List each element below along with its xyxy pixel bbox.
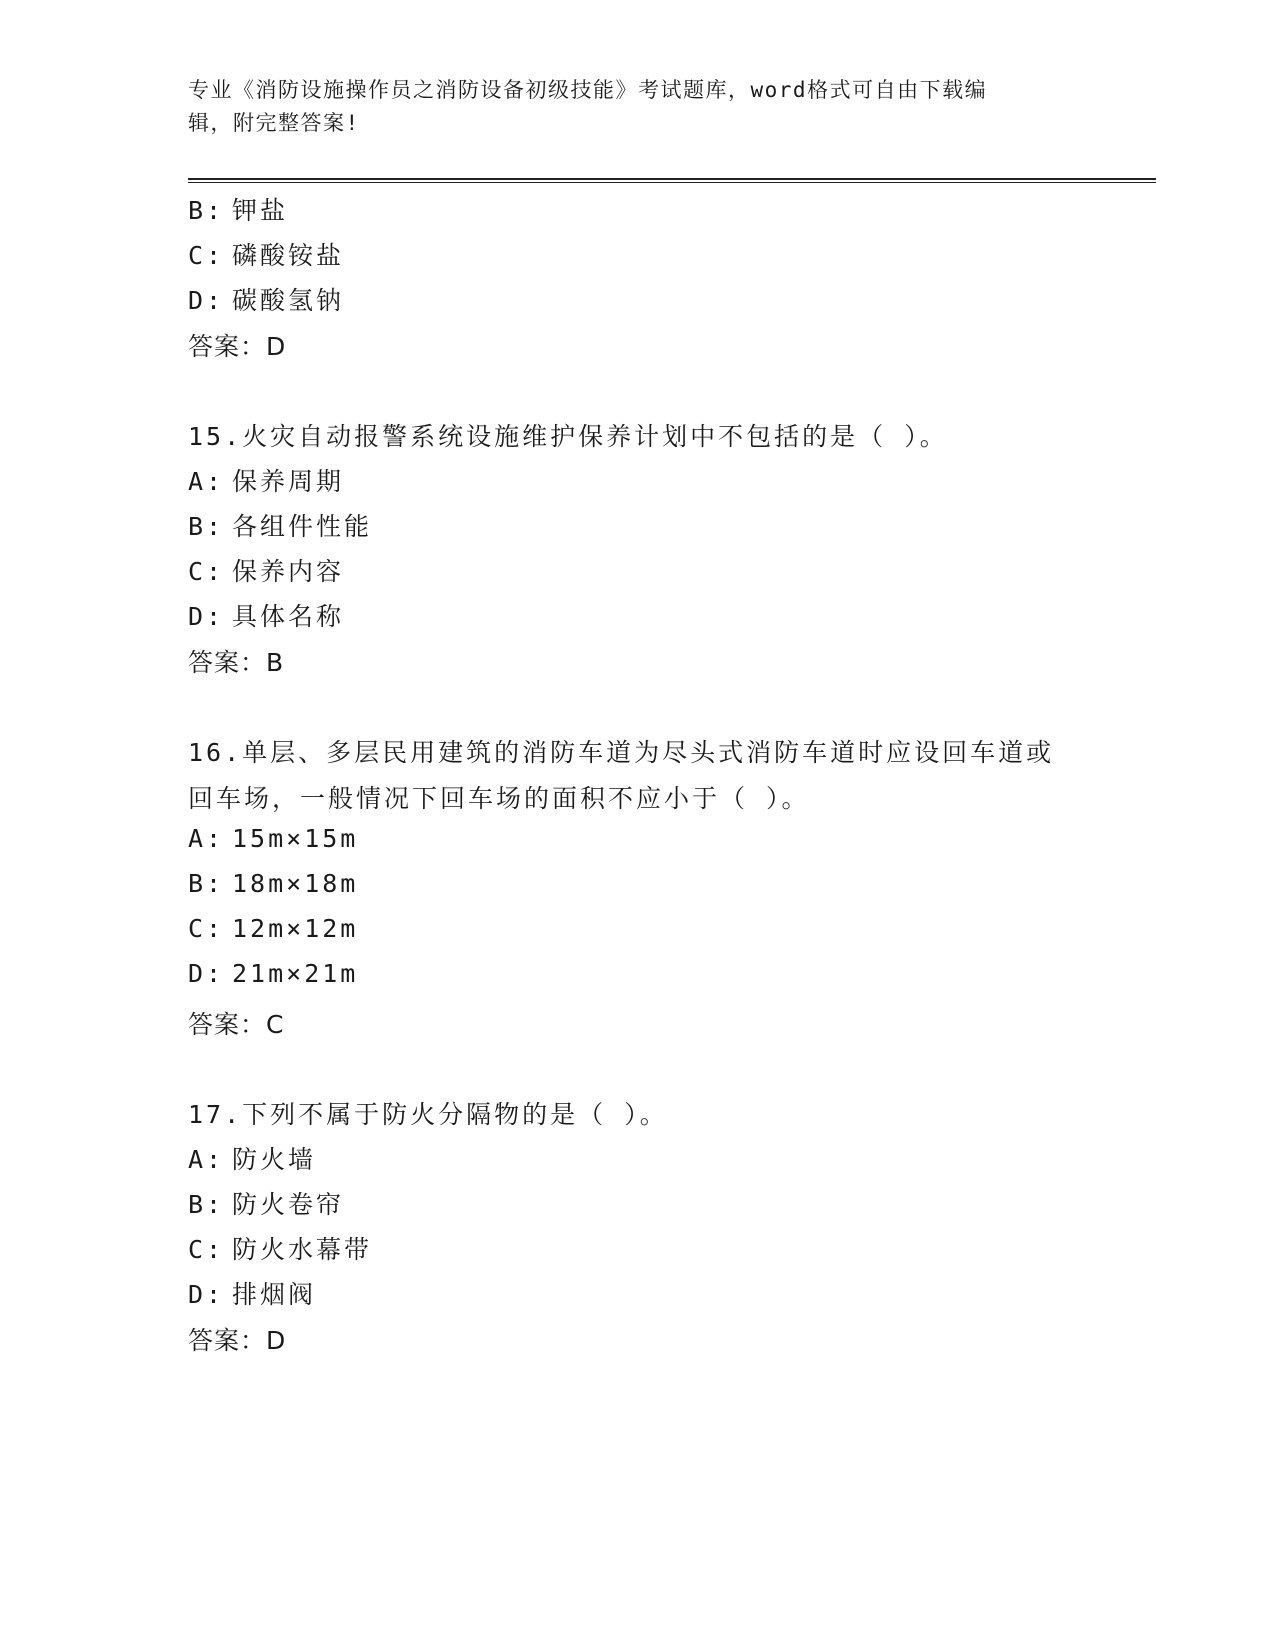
option-b xyxy=(188,507,372,543)
option-label: C: xyxy=(188,241,225,270)
option-label: D: xyxy=(188,602,225,631)
option-text: 18m×18m xyxy=(232,869,359,898)
option-text: 防火墙 xyxy=(232,1145,317,1174)
option-label: C: xyxy=(188,1235,225,1264)
option-b xyxy=(188,191,288,227)
option-label: B: xyxy=(188,196,225,225)
option-text: 钾盐 xyxy=(232,196,289,225)
header-divider-thin xyxy=(188,182,1156,183)
option-c xyxy=(188,552,344,588)
question-stem-15: 15.火灾自动报警系统设施维护保养计划中不包括的是（ ）。 xyxy=(188,422,948,451)
option-b xyxy=(188,869,358,898)
option-label: D: xyxy=(188,286,225,315)
answer-line: 答案：D xyxy=(188,1326,287,1355)
option-d xyxy=(188,597,344,633)
option-text: 碳酸氢钠 xyxy=(232,286,345,315)
option-d xyxy=(188,281,344,317)
option-text: 防火水幕带 xyxy=(232,1235,373,1264)
document-header xyxy=(188,74,1068,140)
option-d xyxy=(188,959,358,988)
option-a xyxy=(188,462,344,498)
option-label: B: xyxy=(188,869,225,898)
option-text: 各组件性能 xyxy=(232,512,373,541)
question-stem-16-line-1: 16.单层、多层民用建筑的消防车道为尽头式消防车道时应设回车道或 xyxy=(188,738,1055,767)
option-b xyxy=(188,1185,344,1221)
option-label: D: xyxy=(188,1280,225,1309)
option-label: A: xyxy=(188,824,225,853)
option-label: C: xyxy=(188,914,225,943)
option-text: 保养周期 xyxy=(232,467,345,496)
option-text: 15m×15m xyxy=(232,824,359,853)
question-stem-17: 17.下列不属于防火分隔物的是（ ）。 xyxy=(188,1100,668,1129)
answer-line: 答案：D xyxy=(188,332,287,361)
option-a xyxy=(188,1140,316,1176)
option-text: 21m×21m xyxy=(232,959,359,988)
header-line-1: 专业《消防设施操作员之消防设备初级技能》考试题库，word格式可自由下载编 xyxy=(188,78,988,102)
header-line-2: 辑，附完整答案! xyxy=(188,111,360,135)
option-text: 12m×12m xyxy=(232,914,359,943)
option-label: A: xyxy=(188,467,225,496)
option-label: A: xyxy=(188,1145,225,1174)
option-a xyxy=(188,824,358,853)
option-label: B: xyxy=(188,1190,225,1219)
option-c xyxy=(188,1230,372,1266)
option-text: 具体名称 xyxy=(232,602,345,631)
answer-line: 答案：C xyxy=(188,1010,285,1039)
option-text: 磷酸铵盐 xyxy=(232,241,345,270)
option-label: C: xyxy=(188,557,225,586)
option-c xyxy=(188,236,344,272)
option-text: 排烟阀 xyxy=(232,1280,317,1309)
option-label: B: xyxy=(188,512,225,541)
question-stem-16-line-2: 回车场，一般情况下回车场的面积不应小于（ ）。 xyxy=(188,784,810,813)
option-text: 保养内容 xyxy=(232,557,345,586)
answer-line: 答案：B xyxy=(188,648,285,677)
header-divider-thick xyxy=(188,178,1156,180)
option-d xyxy=(188,1275,316,1311)
option-text: 防火卷帘 xyxy=(232,1190,345,1219)
option-label: D: xyxy=(188,959,225,988)
option-c xyxy=(188,914,358,943)
